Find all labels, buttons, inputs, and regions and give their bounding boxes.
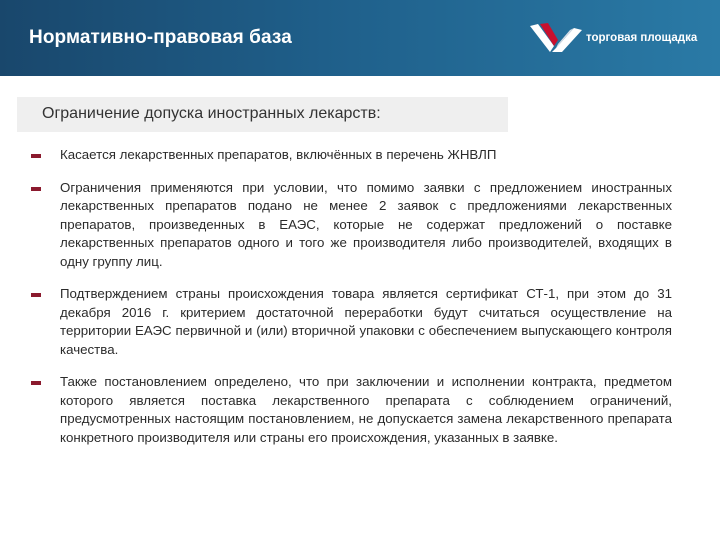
page-title: Нормативно-правовая база (29, 27, 292, 48)
bullet-marker (31, 187, 41, 191)
bullet-item (31, 146, 672, 165)
bullet-item (31, 179, 672, 272)
bullet-list (31, 146, 672, 461)
bullet-text: Подтверждением страны происхождения товара является сертификат СТ-1, при этом до 31 декабря 2016 г. критерием достаточной переработки будут считаться осуществление на территории ЕАЭС первичной и (или) вторичной упаковки с обеспечением выпускающего контроля качества. (60, 286, 672, 357)
bullet-marker (31, 293, 41, 297)
subtitle-box (17, 97, 508, 132)
subtitle: Ограничение допуска иностранных лекарств: (42, 105, 381, 122)
logo (530, 22, 710, 56)
bullet-text: Ограничения применяются при условии, что помимо заявки с предложением иностранных лекарственных препаратов подано не менее 2 заявок с предложениями лекарственных препаратов, произведенных в ЕАЭС, которые не содержат предложений о поставке лекарственных препаратов одного и того же производителя либо производителей, входящих в одну группу лиц. (60, 179, 672, 269)
bullet-item (31, 285, 672, 359)
bullet-marker (31, 381, 41, 385)
bird-wings-logo-icon (530, 22, 582, 56)
bullet-text: Также постановлением определено, что при заключении и исполнении контракта, предметом которого является поставка лекарственного препарата с соблюдением ограничений, предусмотренных настоящим постановлением, не допускается замена лекарственного препарата конкретного производителя или страны его происхождения, указанных в заявке. (60, 374, 672, 445)
bullet-item (31, 373, 672, 447)
bullet-text: Касается лекарственных препаратов, включённых в перечень ЖНВЛП (60, 147, 497, 162)
header-bar (0, 0, 720, 76)
bullet-marker (31, 154, 41, 158)
logo-text: торговая площадка (586, 32, 698, 44)
